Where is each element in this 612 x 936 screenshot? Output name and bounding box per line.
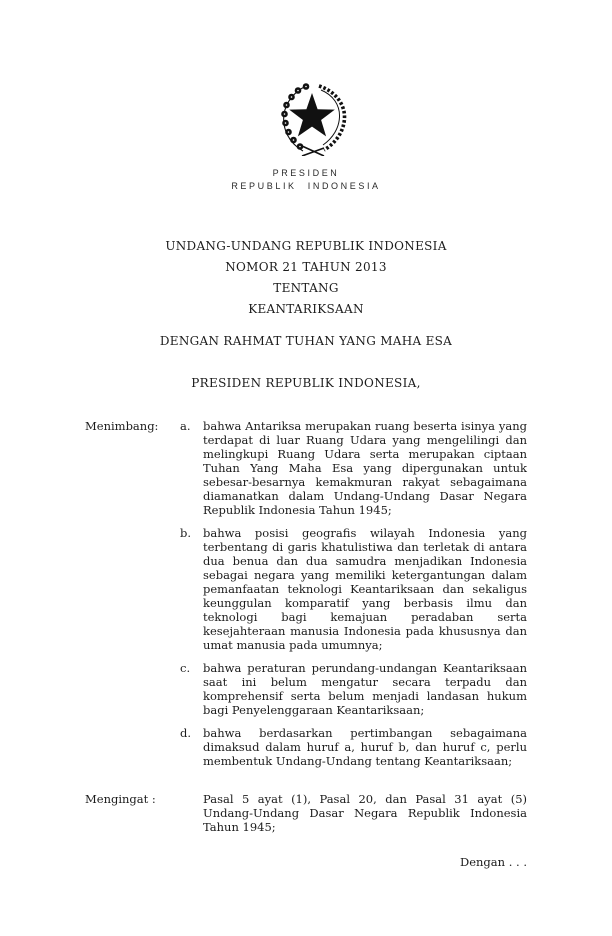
document-title — [0, 236, 612, 320]
section-mengingat — [85, 792, 527, 834]
issuer-line: PRESIDEN REPUBLIK INDONESIA, — [191, 376, 421, 390]
mengingat-text: Pasal 5 ayat (1), Pasal 20, dan Pasal 31 ayat (5) Undang-Undang Dasar Negara Republik Indonesia Tahun 1945; — [203, 792, 527, 834]
presidential-emblem-icon — [273, 82, 351, 156]
title-line-undang-undang: UNDANG-UNDANG REPUBLIK INDONESIA — [165, 239, 447, 253]
item-text: bahwa posisi geografis wilayah Indonesia yang terbentang di garis khatulistiwa dan terletak di antara dua benua dan dua samudra menjadikan Indonesia sebagai negara yang memiliki ketergantungan dalam pemanfaatan teknologi Keantariksaan dan sekaligus keunggulan komparatif yang berbasis ilmu dan teknologi bagi kemajuan peradaban serta kesejahteraan manusia Indonesia pada khususnya dan umat manusia pada umumnya; — [203, 526, 527, 652]
menimbang-item-a — [180, 419, 527, 517]
letterhead — [0, 82, 612, 191]
catchword-dengan: Dengan . . . — [460, 855, 527, 869]
item-letter: a. — [180, 419, 191, 433]
item-letter: d. — [180, 726, 192, 740]
menimbang-item-b — [180, 526, 527, 652]
crossed-stems — [302, 146, 324, 156]
star-icon — [289, 93, 335, 136]
invocation-line: DENGAN RAHMAT TUHAN YANG MAHA ESA — [159, 334, 453, 348]
letterhead-republik-indonesia: REPUBLIK INDONESIA — [231, 181, 381, 191]
title-line-nomor: NOMOR 21 TAHUN 2013 — [225, 260, 387, 274]
menimbang-items — [180, 419, 527, 768]
section-menimbang — [85, 419, 527, 768]
item-letter: b. — [180, 526, 192, 540]
menimbang-label: Menimbang: — [85, 419, 159, 433]
item-text: bahwa berdasarkan pertimbangan sebagaimana dimaksud dalam huruf a, huruf b, dan huruf c, perlu membentuk Undang-Undang tentang Keantariksaan; — [203, 726, 527, 768]
title-line-keantariksaan: KEANTARIKSAAN — [248, 302, 364, 316]
title-line-tentang: TENTANG — [273, 281, 339, 295]
menimbang-item-c — [180, 661, 527, 717]
letterhead-presiden: PRESIDEN — [272, 168, 340, 178]
item-text: bahwa peraturan perundang-undangan Keantariksaan saat ini belum mengatur secara terpadu dan komprehensif serta belum menjadi landasan hukum bagi Penyelenggaraan Keantariksaan; — [203, 661, 527, 717]
menimbang-item-d — [180, 726, 527, 768]
item-text: bahwa Antariksa merupakan ruang beserta isinya yang terdapat di luar Ruang Udara yang mengelilingi dan melingkupi Ruang Udara serta merupakan ciptaan Tuhan Yang Maha Esa yang dipergunakan untuk sebesar-besarnya kemakmuran rakyat sebagaimana diamanatkan dalam Undang-Undang Dasar Negara Republik Indonesia Tahun 1945; — [203, 419, 527, 517]
mengingat-label: Mengingat : — [85, 792, 156, 806]
item-letter: c. — [180, 661, 191, 675]
